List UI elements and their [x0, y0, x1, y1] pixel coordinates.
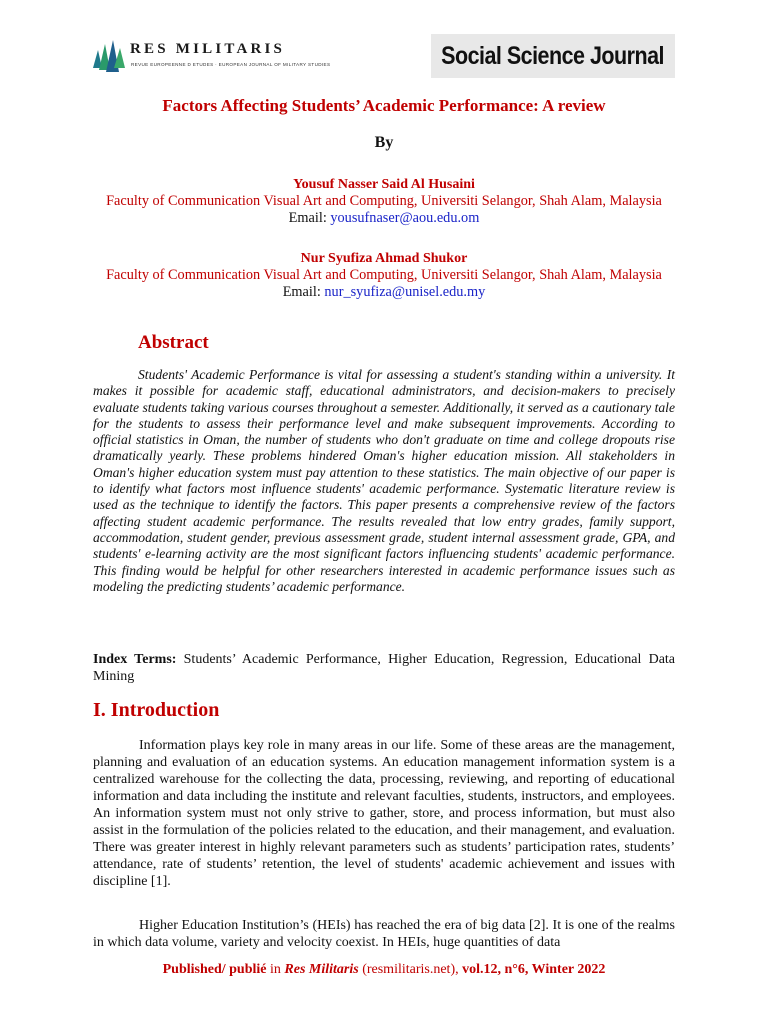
author-1: [100, 176, 668, 227]
footer-published: Published/ publié: [162, 962, 267, 977]
journal-header: [0, 30, 768, 80]
author-email-link[interactable]: nur_syufiza@unisel.edu.my: [324, 284, 486, 300]
by-label: By: [374, 134, 394, 151]
journal-name-banner: [431, 34, 675, 78]
author-name: Nur Syufiza Ahmad Shukor: [300, 251, 468, 266]
index-terms-label: Index Terms:: [93, 652, 177, 667]
footer-in: in: [266, 962, 285, 977]
abstract-heading: Abstract: [138, 332, 209, 353]
publication-footer: [0, 962, 768, 978]
author-affiliation: Faculty of Communication Visual Art and Computing, Universiti Selangor, Shah Alam, Malaysia: [106, 267, 662, 283]
logo-name: RES MILITARIS: [130, 41, 286, 57]
introduction-heading: I. Introduction: [93, 699, 220, 721]
footer-site: (resmilitaris.net),: [358, 962, 463, 977]
email-label: Email:: [282, 284, 321, 300]
introduction-paragraph: Information plays key role in many areas in our life. Some of these areas are the management, planning and evaluation of an education systems. An education management information system is a centralized warehouse for the collecting the data, processing, reviewing, and reporting of educational information and data including the institute and relevant faculties, students, instructors, and employees. An information system must not only strive to gather, store, and process information, but must also assist in the formulation of the policies related to the education, and their management, and evaluation. There was greater interest in highly relevant parameters such as students’ participation rates, students’ attendance, rate of students’ retention, the level of students' academic achievement and issues with discipline [1].: [93, 738, 675, 889]
logo-subtitle: REVUE EUROPEENNE D ETUDES · EUROPEAN JOURNAL OF MILITARY STUDIES: [131, 62, 331, 67]
journal-name: Social Science Journal: [441, 41, 665, 70]
footer-volume: vol.12, n°6, Winter 2022: [462, 962, 606, 977]
abstract-text: Students' Academic Performance is vital for assessing a student's standing within a university. It makes it possible for academic staff, educational administrators, and decision-makers to precisely evaluate students taking various courses throughout a semester. Additionally, it served as a cautionary tale for the students to assess their performance level and make subsequent improvements. According to official statistics in Oman, the number of students who don't graduate on time and college dropouts rise dramatically yearly. These problems hindered Oman's higher education mission. All stakeholders in Oman's higher education system must pay attention to these statistics. The main objective of our paper is to identify what factors most influence students' academic performance. Systematic literature review is used as the technique to identify the factors. This paper presents a comprehensive review of the factors affecting student academic performance. The results revealed that low entry grades, family support, accommodation, student gender, previous assessment grade, student internal assessment grade, GPA, and students' e-learning activity are the most significant factors influencing students' academic performance. This finding would be helpful for other researchers interested in academic performance issues such as modeling the predicting students’ academic performance.: [93, 367, 675, 594]
author-email-line: [100, 210, 668, 227]
email-label: Email:: [288, 210, 327, 226]
paper-title: Factors Affecting Students’ Academic Performance: A review: [162, 96, 606, 115]
index-terms-text: Students’ Academic Performance, Higher Education, Regression, Educational Data Mining: [93, 652, 676, 684]
author-2: [100, 250, 668, 301]
introduction-paragraph: Higher Education Institution’s (HEIs) has reached the era of big data [2]. It is one of the realms in which data volume, variety and velocity coexist. In HEIs, huge quantities of data: [93, 918, 675, 950]
author-affiliation: Faculty of Communication Visual Art and Computing, Universiti Selangor, Shah Alam, Malaysia: [106, 193, 662, 209]
author-email-line: [100, 284, 668, 301]
author-email-link[interactable]: yousufnaser@aou.edu.om: [330, 210, 480, 226]
footer-journal: Res Militaris: [284, 962, 359, 977]
index-terms: [93, 651, 675, 685]
res-militaris-logo-icon: [92, 38, 126, 74]
author-name: Yousuf Nasser Said Al Husaini: [293, 177, 475, 192]
